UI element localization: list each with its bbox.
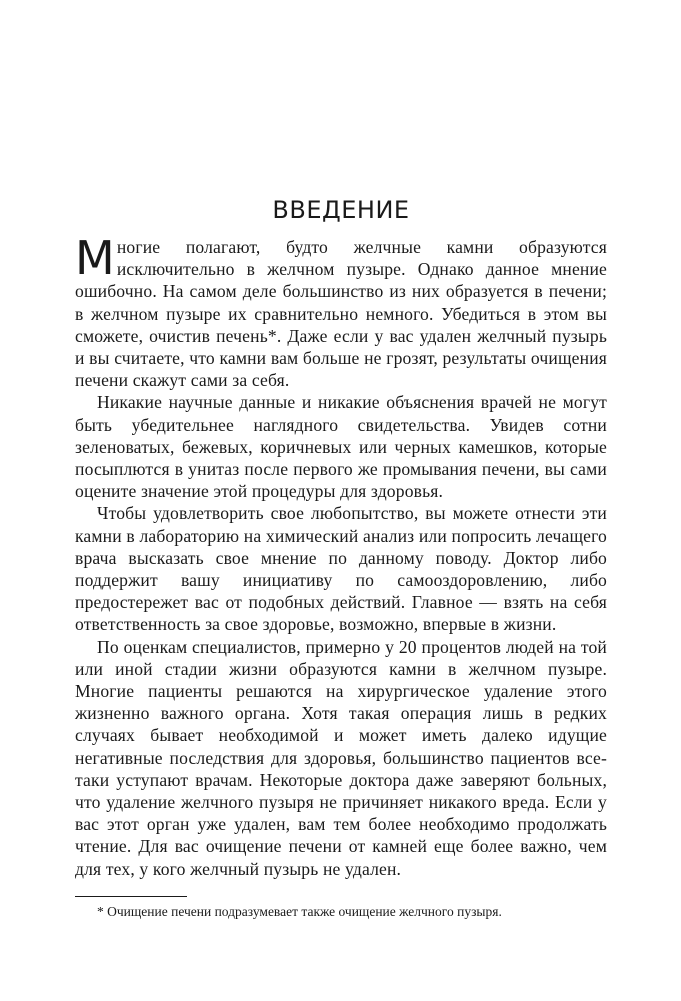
drop-cap-letter: М [75,231,115,285]
chapter-body [75,231,607,880]
footnote: * Очищение печени подразумевает также очищение желчного пузыря. [97,904,502,919]
paragraph-2: Никакие научные данные и никакие объяснения врачей не могут быть убедительнее наглядного свидетельства. Увидев сотни зеленоватых, бежевых, коричневых или черных камешков, которые посыплются в унитаз после первого же промывания печени, вы сами оцените значение этой процедуры для здоровья. [75,392,607,502]
paragraph-1 [75,231,607,391]
book-page [75,0,607,1001]
footnote-divider [75,896,187,897]
paragraph-4: По оценкам специалистов, примерно у 20 процентов людей на той или иной стадии жизни образуются камни в желчном пузыре. Многие пациенты решаются на хирургическое удаление этого жизненно важного органа. Хотя такая операция лишь в редких случаях бывает необходимой и может иметь далеко идущие негативные последствия для здоровья, большинство пациентов все-таки уступают врачам. Некоторые доктора даже заверяют больных, что удаление желчного пузыря не причиняет никакого вреда. Если у вас этот орган уже удален, вам тем более необходимо продолжать чтение. Для вас очищение печени от камней еще более важно, чем для тех, у кого желчный пузырь не удален. [75,636,607,879]
chapter-title: ВВЕДЕНИЕ [272,196,410,225]
paragraph-1-text: ногие полагают, будто желчные камни образуются исключительно в желчном пузыре. Однако данное мнение ошибочно. На самом деле большинство из них образуется в печени; в желчном пузыре их сравнительно немного. Убедиться в этом вы сможете, очистив печень*. Даже если у вас удален желчный пузырь и вы считаете, что камни вам больше не грозят, результаты очищения печени скажут сами за себя. [75,237,607,391]
paragraph-3: Чтобы удовлетворить свое любопытство, вы можете отнести эти камни в лабораторию на химический анализ или попросить лечащего врача высказать свое мнение по данному поводу. Доктор либо поддержит вашу инициативу по самооздоровлению, либо предостережет вас от подобных действий. Главное — взять на себя ответственность за свое здоровье, возможно, впервые в жизни. [75,503,607,635]
